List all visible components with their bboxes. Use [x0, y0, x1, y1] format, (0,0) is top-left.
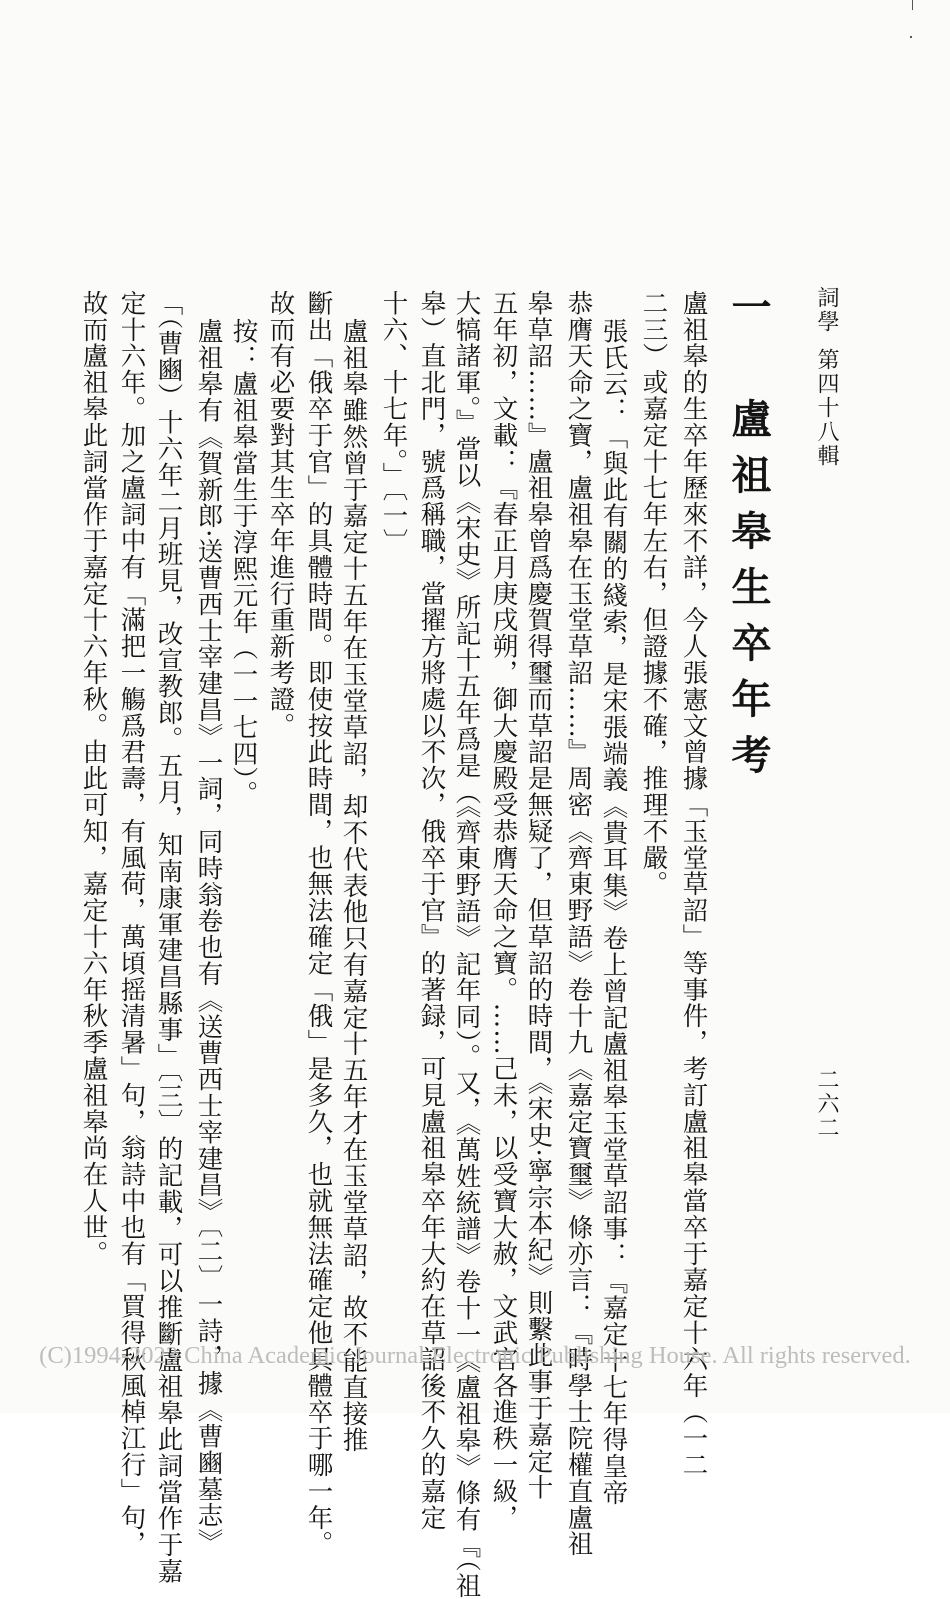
text-column: 盧祖皋的生卒年歷來不詳，今人張憲文曾據「玉堂草詔」等事件，考訂盧祖皋當卒于嘉定十六年（一二: [678, 290, 709, 1478]
text-column: 盧祖皋有《賀新郎·送曹西士宰建昌》一詞，同時翁卷也有《送曹西士宰建昌》〔二〕一詩，據《曹豳墓志》: [193, 318, 224, 1556]
text-column: 斷出「俄卒于官」的具體時間。即使按此時間，也無法確定「俄」是多久，也就無法確定他具體卒于哪一年。: [303, 290, 334, 1558]
text-column: 皋）直北門，號爲稱職，當擢方將處以不次，俄卒于官』的著録，可見盧祖皋卒年大約在草詔後不久的嘉定: [416, 290, 447, 1531]
text-column: 故而有必要對其生卒年進行重新考證。: [265, 290, 296, 739]
text-column: 故而盧祖皋此詞當作于嘉定十六年秋。由此可知，嘉定十六年秋季盧祖皋尚在人世。: [78, 290, 109, 1267]
copyright-footer: (C)1994-2023 China Academic Journal Electronic Publishing House. All rights reserved.: [39, 1342, 911, 1369]
text-column: 二三）或嘉定十七年左右，但證據不確，推理不嚴。: [638, 290, 669, 898]
page-number: 二六二: [814, 1068, 839, 1140]
running-header-issue: 第四十八輯: [814, 348, 839, 468]
text-column: 按：盧祖皋當生于淳熙元年（一一七四）。: [228, 318, 259, 807]
text-column: 盧祖皋雖然曾于嘉定十五年在玉堂草詔，却不代表他只有嘉定十五年才在玉堂草詔，故不能直接推: [338, 318, 369, 1454]
corner-mark: [912, 0, 913, 10]
running-header-journal: 詞學: [814, 286, 839, 334]
section-title: 一 盧祖皋生卒年考: [725, 286, 772, 790]
text-column: 五年初，文載：『春正月庚戌朔，御大慶殿受恭膺天命之寶。……己未，以受寶大赦，文武官各進秩一級，: [488, 290, 519, 1531]
text-column: 十六、十七年。」〔一〕: [378, 290, 409, 555]
text-column: 張氏云：「與此有關的綫索，是宋張端義《貴耳集》卷上曾記盧祖皋玉堂草詔事：『嘉定十七年得皇帝: [598, 318, 629, 1506]
text-column: 「（曹豳）十六年二月班見，改宣教郎。五月，知南康軍建昌縣事」〔三〕的記載，可以推斷盧祖皋此詞當作于嘉: [153, 290, 184, 1585]
text-column: 皋草詔……』盧祖皋曾爲慶賀得璽而草詔是無疑了，但草詔的時間，《宋史·寧宗本紀》則繫此事于嘉定十: [523, 290, 554, 1501]
text-column: 恭膺天命之寶，盧祖皋在玉堂草詔……』周密《齊東野語》卷十九《嘉定寶璽》條亦言：『時學士院權直盧祖: [563, 290, 594, 1558]
text-column: 定十六年。加之盧詞中有「滿把一觴爲君壽，有風荷，萬頃摇清暑」句，翁詩中也有「買得秋風棹江行」句，: [116, 290, 147, 1558]
corner-dot: [910, 36, 912, 38]
text-column: 大犒諸軍。』當以《宋史》所記十五年爲是（《齊東野語》記年同）。又，《萬姓統譜》卷十一《盧祖皋》條有『（祖: [451, 290, 482, 1599]
